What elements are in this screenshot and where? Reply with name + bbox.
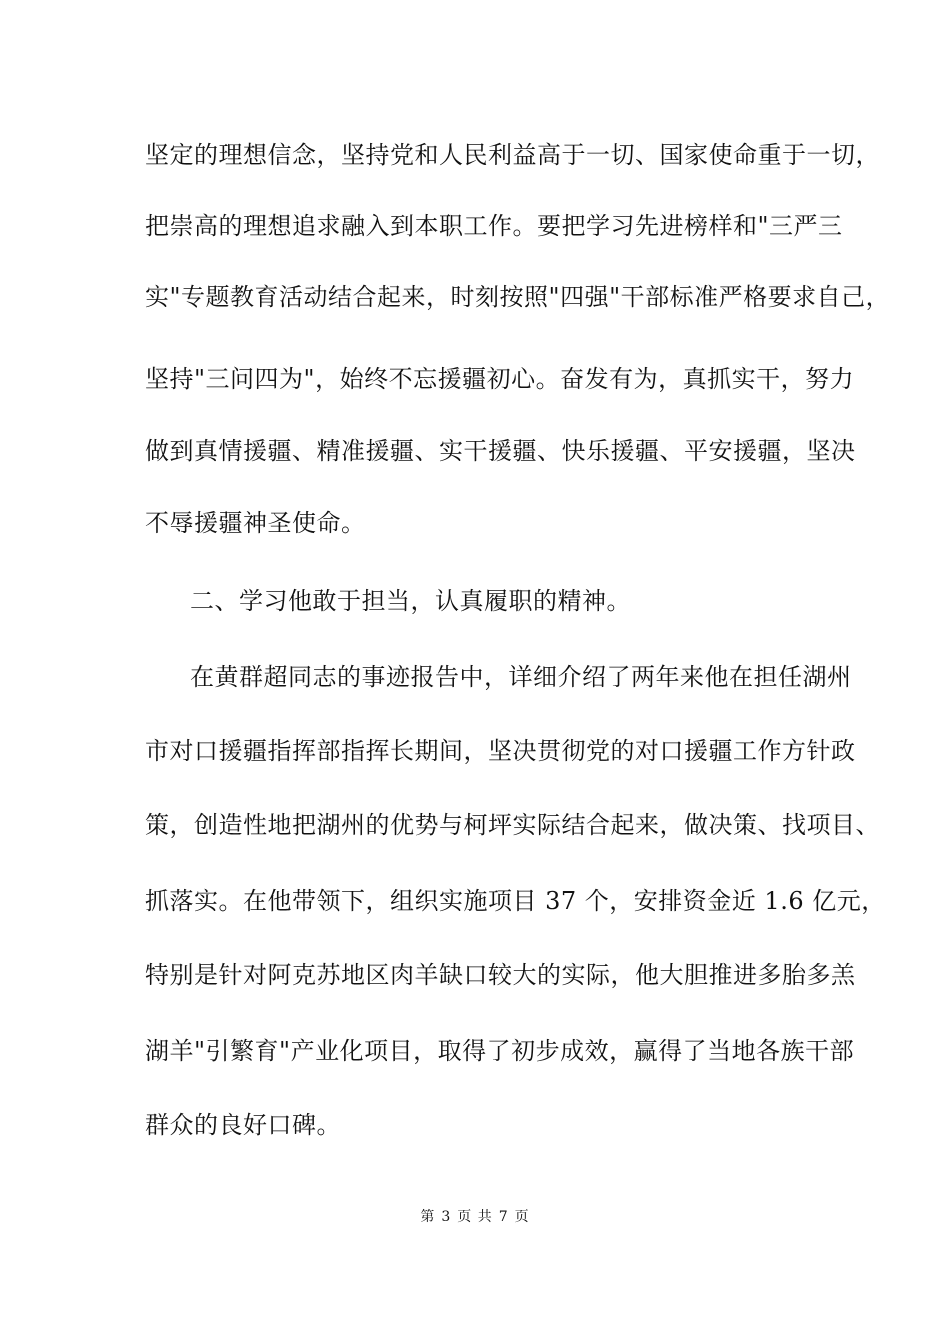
- text-line: 不辱援疆神圣使命。: [145, 509, 366, 537]
- text-line: 坚持"三问四为"，始终不忘援疆初心。奋发有为，真抓实干，努力: [145, 365, 855, 393]
- text-line: 在黄群超同志的事迹报告中，详细介绍了两年来他在担任湖州: [190, 663, 852, 691]
- text-line: 坚定的理想信念，坚持党和人民利益高于一切、国家使命重于一切，: [145, 141, 880, 169]
- text-line: 做到真情援疆、精准援疆、实干援疆、快乐援疆、平安援疆，坚决: [145, 437, 856, 465]
- text-line: 市对口援疆指挥部指挥长期间，坚决贯彻党的对口援疆工作方针政: [145, 737, 856, 765]
- text-line: 实"专题教育活动结合起来，时刻按照"四强"干部标准严格要求自己，: [145, 283, 891, 311]
- footer-prefix: 第: [420, 1209, 436, 1225]
- total-pages-number: 7: [498, 1209, 509, 1225]
- text-line: 湖羊"引繁育"产业化项目，取得了初步成效，赢得了当地各族干部: [145, 1037, 855, 1065]
- text-line: 群众的良好口碑。: [145, 1111, 341, 1139]
- text-line: 策，创造性地把湖州的优势与柯坪实际结合起来，做决策、找项目、: [145, 811, 880, 839]
- text-line: 特别是针对阿克苏地区肉羊缺口较大的实际，他大胆推进多胎多羔: [145, 961, 856, 989]
- section-heading: 二、学习他敢于担当，认真履职的精神。: [190, 587, 631, 615]
- footer-suffix: 页: [514, 1209, 530, 1225]
- text-line: 把崇高的理想追求融入到本职工作。要把学习先进榜样和"三严三: [145, 212, 843, 240]
- current-page-number: 3: [441, 1209, 452, 1225]
- text-line: 抓落实。在他带领下，组织实施项目 37 个，安排资金近 1.6 亿元，: [145, 887, 886, 915]
- page-footer: [0, 1208, 950, 1226]
- footer-middle: 页 共: [457, 1209, 493, 1225]
